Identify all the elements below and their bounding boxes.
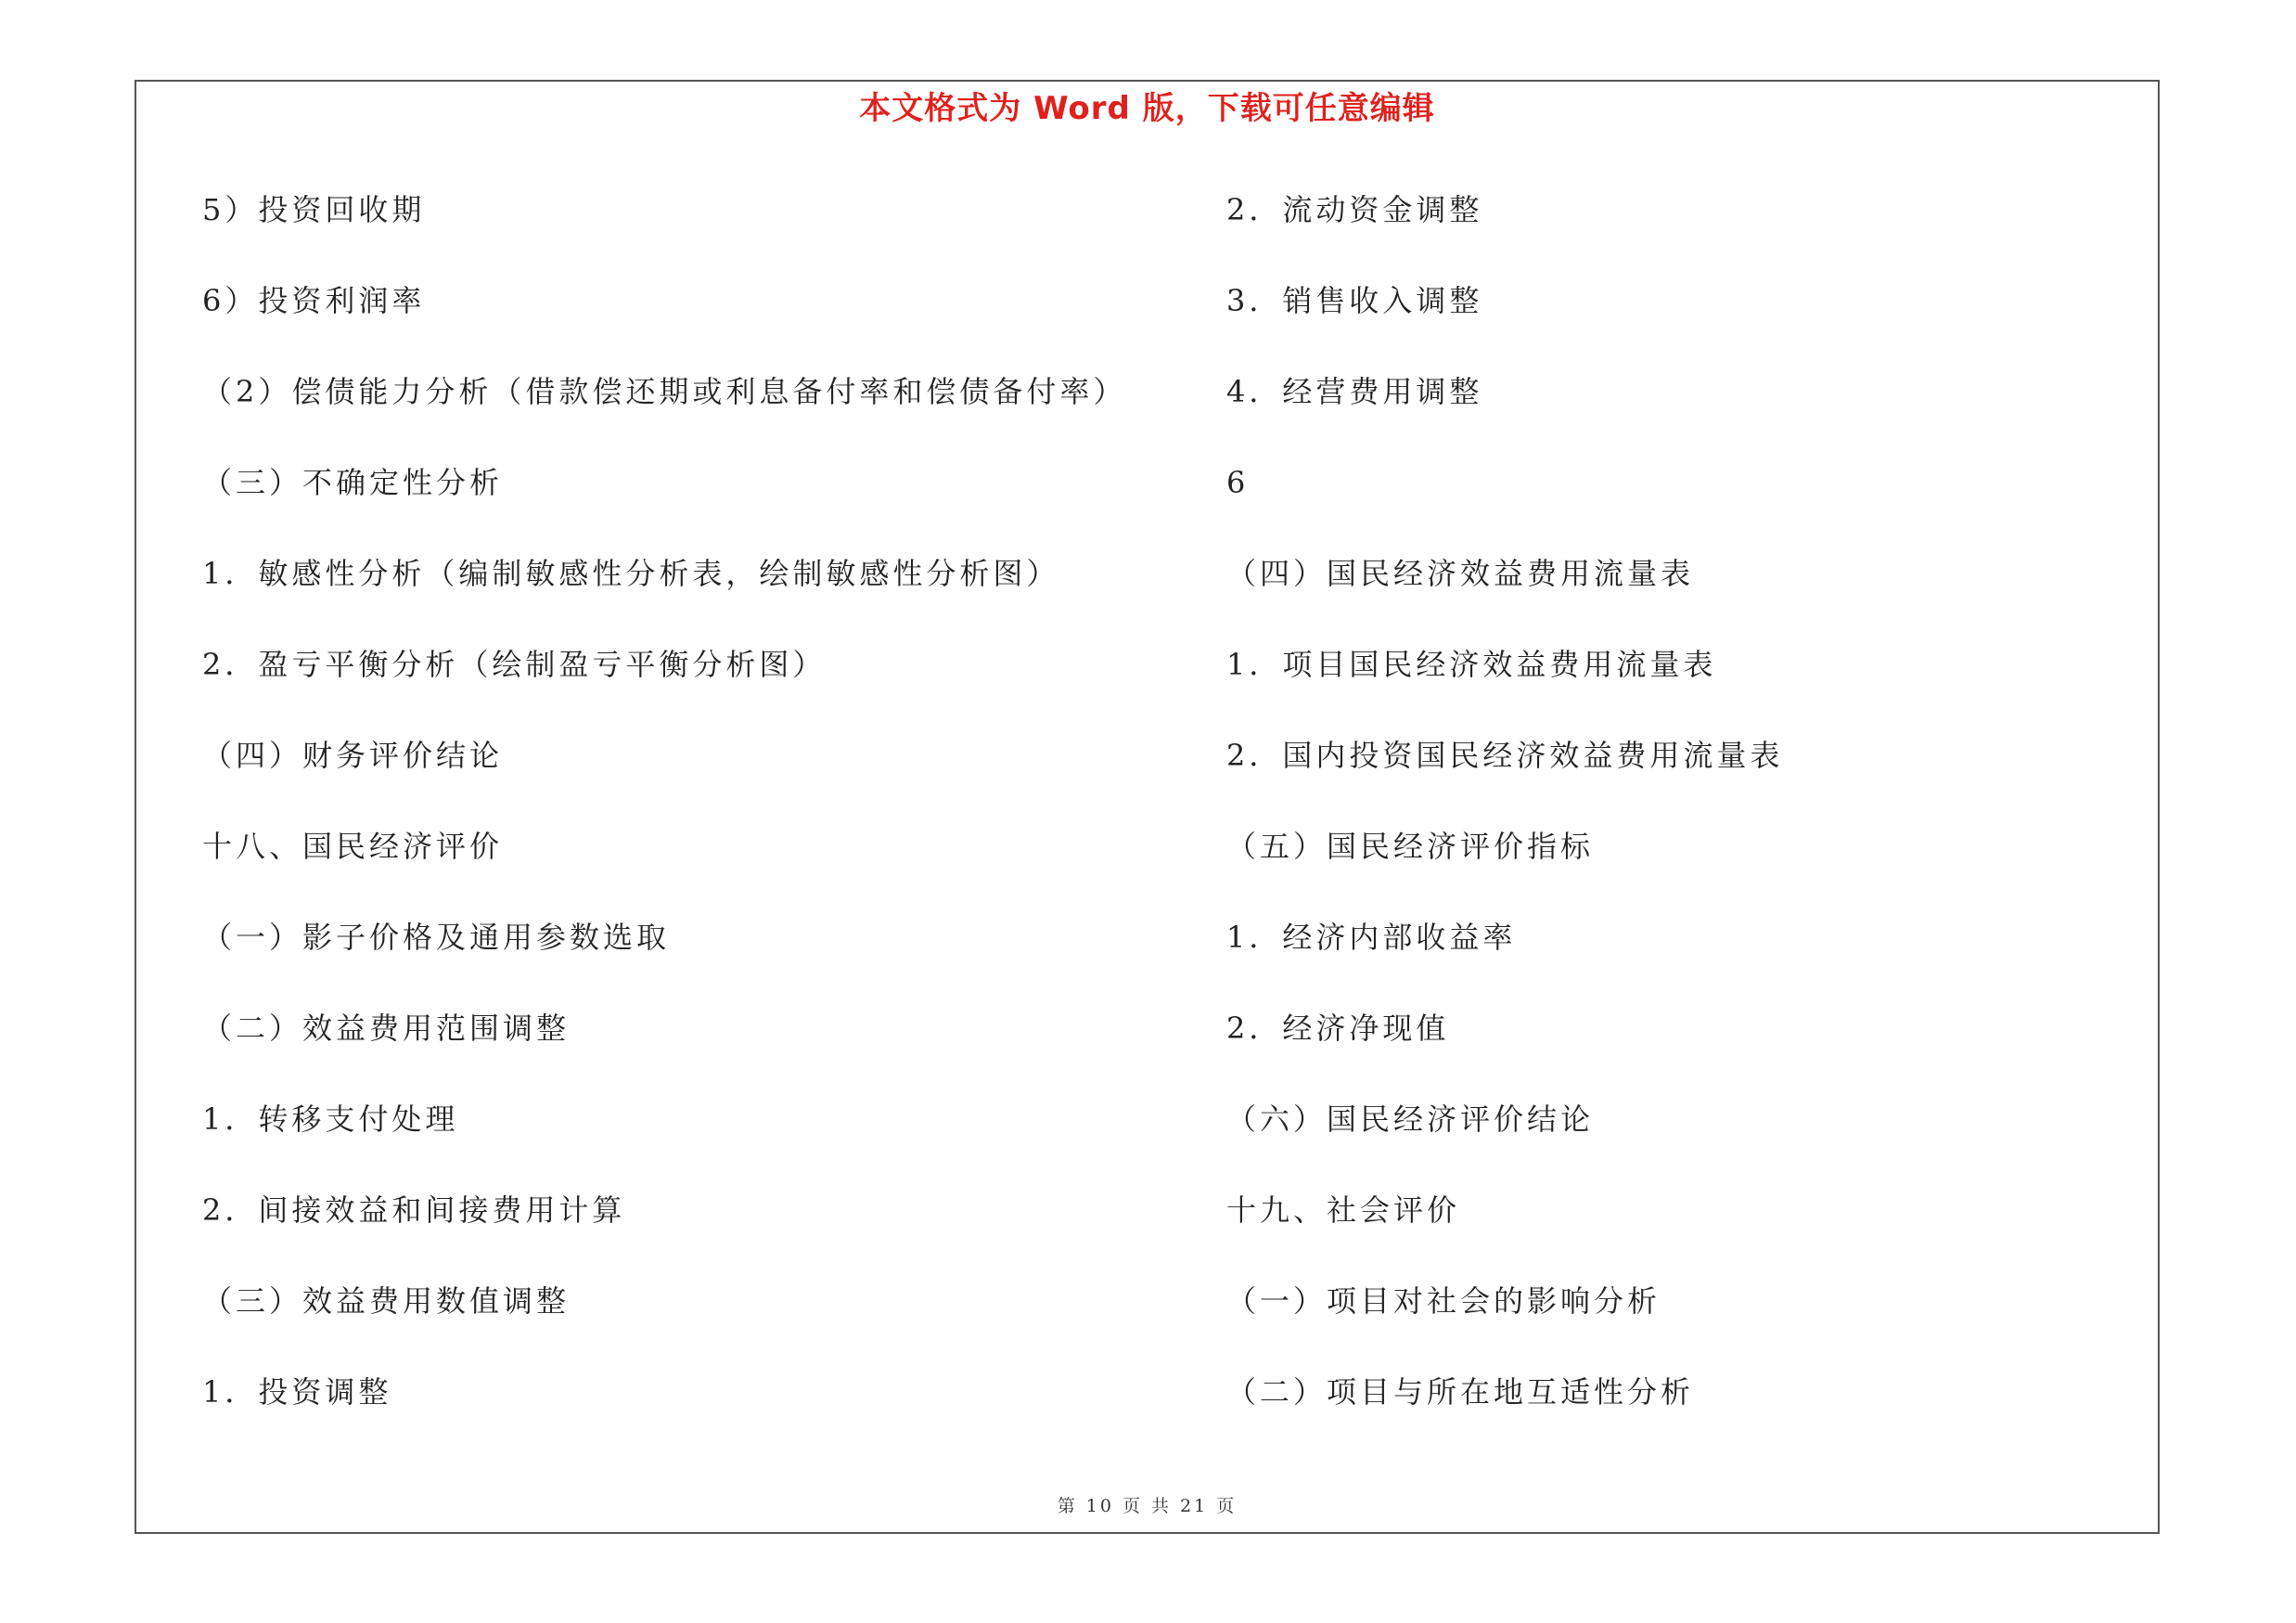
section-heading: （四）财务评价结论	[202, 738, 504, 773]
text-line: 2．流动资金调整	[1226, 192, 1483, 227]
text-line: 1．经济内部收益率	[1226, 920, 1517, 955]
text-line: 4．经营费用调整	[1226, 374, 1483, 409]
text-line: 1．投资调整	[202, 1374, 392, 1410]
text-line: 1．项目国民经济效益费用流量表	[1226, 647, 1717, 682]
section-heading: （二）项目与所在地互适性分析	[1226, 1374, 1695, 1410]
right-text-column	[1226, 182, 1783, 1455]
section-heading: （一）项目对社会的影响分析	[1226, 1283, 1661, 1319]
section-heading: （三）不确定性分析	[202, 465, 504, 500]
section-heading: （一）影子价格及通用参数选取	[202, 920, 671, 955]
section-heading: （二）效益费用范围调整	[202, 1011, 571, 1046]
text-line: 2．经济净现值	[1226, 1011, 1450, 1046]
text-line: 2．间接效益和间接费用计算	[202, 1192, 626, 1228]
word-format-banner: 本文格式为 Word 版，下载可任意编辑	[859, 90, 1435, 127]
text-line: 2．盈亏平衡分析（绘制盈亏平衡分析图）	[202, 647, 827, 682]
chapter-heading: 十九、社会评价	[1226, 1192, 1461, 1228]
text-line: 3．销售收入调整	[1226, 283, 1483, 318]
text-line: 1．转移支付处理	[202, 1101, 459, 1137]
left-text-column	[202, 182, 1126, 1455]
text-line: 1．敏感性分析（编制敏感性分析表，绘制敏感性分析图）	[202, 556, 1060, 591]
chapter-heading: 十八、国民经济评价	[202, 829, 504, 864]
text-line: 6	[1226, 465, 1250, 500]
section-heading: （三）效益费用数值调整	[202, 1283, 571, 1319]
page-number: 第 10 页 共 21 页	[1057, 1496, 1238, 1516]
text-line: 2．国内投资国民经济效益费用流量表	[1226, 738, 1784, 773]
text-line: 5）投资回收期	[202, 192, 426, 227]
text-line: （2）偿债能力分析（借款偿还期或利息备付率和偿债备付率）	[202, 374, 1127, 409]
section-heading: （五）国民经济评价指标	[1226, 829, 1595, 864]
text-line: 6）投资利润率	[202, 283, 426, 318]
section-heading: （六）国民经济评价结论	[1226, 1101, 1595, 1137]
section-heading: （四）国民经济效益费用流量表	[1226, 556, 1695, 591]
